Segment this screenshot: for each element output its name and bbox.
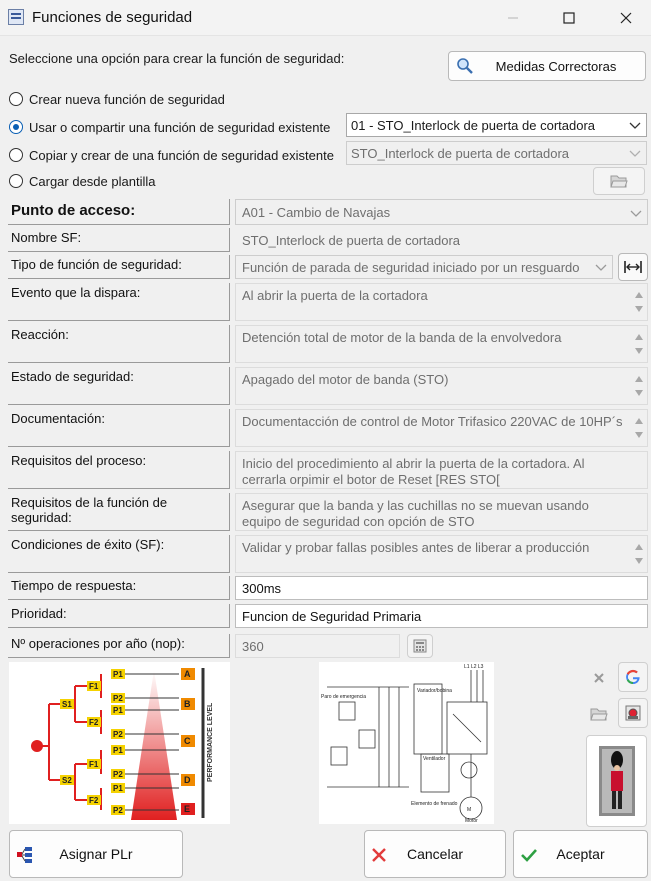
cancel-x-icon <box>371 847 387 863</box>
performance-level-axis-label: PERFORMANCE LEVEL <box>207 702 214 782</box>
access-point-value: A01 - Cambio de Navajas <box>242 204 391 220</box>
chevron-down-icon <box>629 118 641 132</box>
existing-function-select[interactable] <box>346 113 647 137</box>
scroll-up-icon[interactable] <box>635 544 643 550</box>
documentation-label: Documentación: <box>8 409 230 447</box>
access-point-label: Punto de acceso: <box>8 199 230 225</box>
sf-requirements-line2: equipo de seguridad con opción de STO <box>242 514 475 529</box>
expand-horizontal-icon <box>624 260 642 274</box>
capture-image-button[interactable] <box>618 698 648 728</box>
node-p1b: P1 <box>113 706 123 715</box>
success-conditions-value: Validar y probar fallas posibles antes de liberar a producción <box>242 540 590 555</box>
scroll-up-icon[interactable] <box>635 292 643 298</box>
close-x-icon <box>593 672 605 684</box>
response-time-value: 300ms <box>242 581 282 596</box>
sf-requirements-line1: Asegurar que la banda y las cuchillas no se muevan usando <box>242 498 589 513</box>
success-conditions-field[interactable] <box>235 535 648 573</box>
close-button[interactable] <box>603 0 649 36</box>
checkmark-icon <box>520 847 538 863</box>
window-title: Funciones de seguridad <box>32 9 193 26</box>
corrective-measures-button[interactable] <box>448 51 646 81</box>
scroll-up-icon[interactable] <box>635 376 643 382</box>
sf-name-field[interactable] <box>235 228 648 252</box>
assign-plr-button[interactable] <box>9 830 183 878</box>
reaction-field[interactable] <box>235 325 648 363</box>
tree-list-icon <box>16 846 34 864</box>
sf-name-value: STO_Interlock de puerta de cortadora <box>242 233 460 248</box>
option-load-template[interactable] <box>9 171 155 191</box>
level-b: B <box>184 699 191 709</box>
access-point-select[interactable] <box>235 199 648 225</box>
node-p1c: P1 <box>113 746 123 755</box>
schematic-label-drive: Variador/bobina <box>417 688 452 694</box>
google-icon <box>625 669 641 685</box>
risk-graph-image <box>9 662 230 824</box>
documentation-field[interactable] <box>235 409 648 447</box>
trigger-scrollbar[interactable] <box>631 284 647 320</box>
safe-state-label: Estado de seguridad: <box>8 367 230 405</box>
node-p2a: P2 <box>113 694 123 703</box>
schematic-label-fan: Ventilador <box>423 756 446 762</box>
option-copy-existing[interactable] <box>9 145 334 165</box>
cancel-label: Cancelar <box>406 846 464 862</box>
node-s1: S1 <box>62 700 72 709</box>
schematic-label-phases: L1 L2 L3 <box>464 664 484 670</box>
level-c: C <box>184 736 191 746</box>
wiring-schematic-diagram <box>319 662 494 824</box>
magnifier-icon <box>455 56 475 76</box>
copy-function-select[interactable] <box>346 141 647 165</box>
reaction-label: Reacción: <box>8 325 230 363</box>
nop-label: Nº operaciones por año (nop): <box>8 634 230 658</box>
folder-open-icon <box>610 173 628 189</box>
node-f1: F1 <box>89 682 99 691</box>
risk-graph-diagram <box>9 662 230 824</box>
selection-prompt: Seleccione una opción para crear la función de seguridad: <box>9 51 345 66</box>
minimize-button[interactable] <box>490 0 536 36</box>
cancel-button[interactable] <box>364 830 506 878</box>
reaction-value: Detención total de motor de la banda de la envolvedora <box>242 330 562 345</box>
process-requirements-label: Requisitos del proceso: <box>8 451 230 489</box>
radio-create-new[interactable] <box>9 92 23 106</box>
documentation-scrollbar[interactable] <box>631 410 647 446</box>
sf-requirements-field[interactable] <box>235 493 648 531</box>
level-e: E <box>184 804 191 814</box>
guard-figure-icon <box>599 746 635 816</box>
node-p1d: P1 <box>113 784 123 793</box>
title-bar <box>0 0 651 36</box>
open-template-button[interactable] <box>593 167 645 195</box>
accept-button[interactable] <box>513 830 648 878</box>
node-p2b: P2 <box>113 730 123 739</box>
level-d: D <box>184 775 191 785</box>
clear-image-button[interactable] <box>586 664 612 692</box>
nop-input[interactable] <box>235 634 400 658</box>
maximize-icon <box>563 12 575 24</box>
response-time-label: Tiempo de respuesta: <box>8 576 230 600</box>
expand-width-button[interactable] <box>618 253 648 281</box>
open-image-button[interactable] <box>586 700 612 728</box>
list-window-icon <box>8 9 24 25</box>
node-f2: F2 <box>89 718 99 727</box>
safe-state-scrollbar[interactable] <box>631 368 647 404</box>
trigger-label: Evento que la dispara: <box>8 283 230 321</box>
existing-function-value: 01 - STO_Interlock de puerta de cortadora <box>351 117 596 133</box>
scroll-up-icon[interactable] <box>635 334 643 340</box>
calculator-button[interactable] <box>407 634 433 658</box>
camera-icon <box>624 704 642 722</box>
node-f2b: F2 <box>89 796 99 805</box>
sf-requirements-label: Requisitos de la función de seguridad: <box>8 493 230 531</box>
node-f1b: F1 <box>89 760 99 769</box>
success-conditions-scrollbar[interactable] <box>631 536 647 572</box>
level-a: A <box>184 669 191 679</box>
node-p1a: P1 <box>113 670 123 679</box>
option-use-existing-label: Usar o compartir una función de seguridad existente <box>29 119 331 135</box>
process-requirements-line2: cerrarla orpimir el botor de Reset [RES STO[ <box>242 472 500 487</box>
schematic-label-m: M <box>467 807 472 813</box>
option-create-new[interactable] <box>9 89 225 109</box>
radio-use-existing[interactable] <box>9 120 23 134</box>
option-create-new-label: Crear nueva función de seguridad <box>29 91 225 107</box>
scroll-down-icon[interactable] <box>635 558 643 564</box>
sf-type-label: Tipo de función de seguridad: <box>8 255 230 279</box>
option-load-template-label: Cargar desde plantilla <box>29 173 156 189</box>
safe-state-value: Apagado del motor de banda (STO) <box>242 372 449 387</box>
scroll-up-icon[interactable] <box>635 418 643 424</box>
node-p2c: P2 <box>113 770 123 779</box>
node-s2: S2 <box>62 776 72 785</box>
schematic-image <box>319 662 494 824</box>
chevron-down-icon <box>630 206 642 220</box>
documentation-value: Documentacción de control de Motor Trifasico 220VAC de 10HP´s <box>242 414 623 429</box>
success-conditions-label: Condiciones de éxito (SF): <box>8 535 230 573</box>
process-requirements-line1: Inicio del procedimiento al abrir la puerta de la cortadora. Al <box>242 456 585 471</box>
chevron-down-icon <box>629 146 641 160</box>
chevron-down-icon <box>595 260 607 274</box>
trigger-value: Al abrir la puerta de la cortadora <box>242 288 428 303</box>
sf-type-value: Función de parada de seguridad iniciado por un resguardo <box>242 259 580 275</box>
option-copy-existing-label: Copiar y crear de una función de seguridad existente <box>29 147 334 163</box>
scroll-down-icon[interactable] <box>635 432 643 438</box>
google-search-button[interactable] <box>618 662 648 692</box>
copy-function-value: STO_Interlock de puerta de cortadora <box>351 145 569 161</box>
radio-copy-existing[interactable] <box>9 148 23 162</box>
close-icon <box>620 12 632 24</box>
response-time-input[interactable] <box>235 576 648 600</box>
process-requirements-field[interactable] <box>235 451 648 489</box>
schematic-label-motor: Motor <box>465 818 478 824</box>
accept-label: Aceptar <box>556 846 605 862</box>
node-p2d: P2 <box>113 806 123 815</box>
trigger-field[interactable] <box>235 283 648 321</box>
priority-value: Funcion de Seguridad Primaria <box>242 609 422 624</box>
sf-name-label: Nombre SF: <box>8 228 230 252</box>
minimize-icon <box>507 12 519 24</box>
option-use-existing[interactable] <box>9 117 330 137</box>
scroll-down-icon[interactable] <box>635 306 643 312</box>
priority-label: Prioridad: <box>8 604 230 628</box>
maximize-button[interactable] <box>546 0 592 36</box>
scroll-down-icon[interactable] <box>635 390 643 396</box>
assign-plr-label: Asignar PLr <box>59 846 133 862</box>
safe-state-field[interactable] <box>235 367 648 405</box>
radio-load-template[interactable] <box>9 174 23 188</box>
folder-open-icon <box>590 706 608 722</box>
nop-value: 360 <box>242 639 264 654</box>
reaction-scrollbar[interactable] <box>631 326 647 362</box>
sf-type-select[interactable] <box>235 255 613 279</box>
guard-image-button[interactable] <box>586 735 647 827</box>
schematic-label-brake: Elemento de frenado <box>411 801 458 807</box>
scroll-down-icon[interactable] <box>635 348 643 354</box>
priority-input[interactable] <box>235 604 648 628</box>
schematic-label-estop: Paro de emergencia <box>321 694 367 700</box>
corrective-measures-label: Medidas Correctoras <box>495 58 617 74</box>
calculator-icon <box>413 639 427 653</box>
